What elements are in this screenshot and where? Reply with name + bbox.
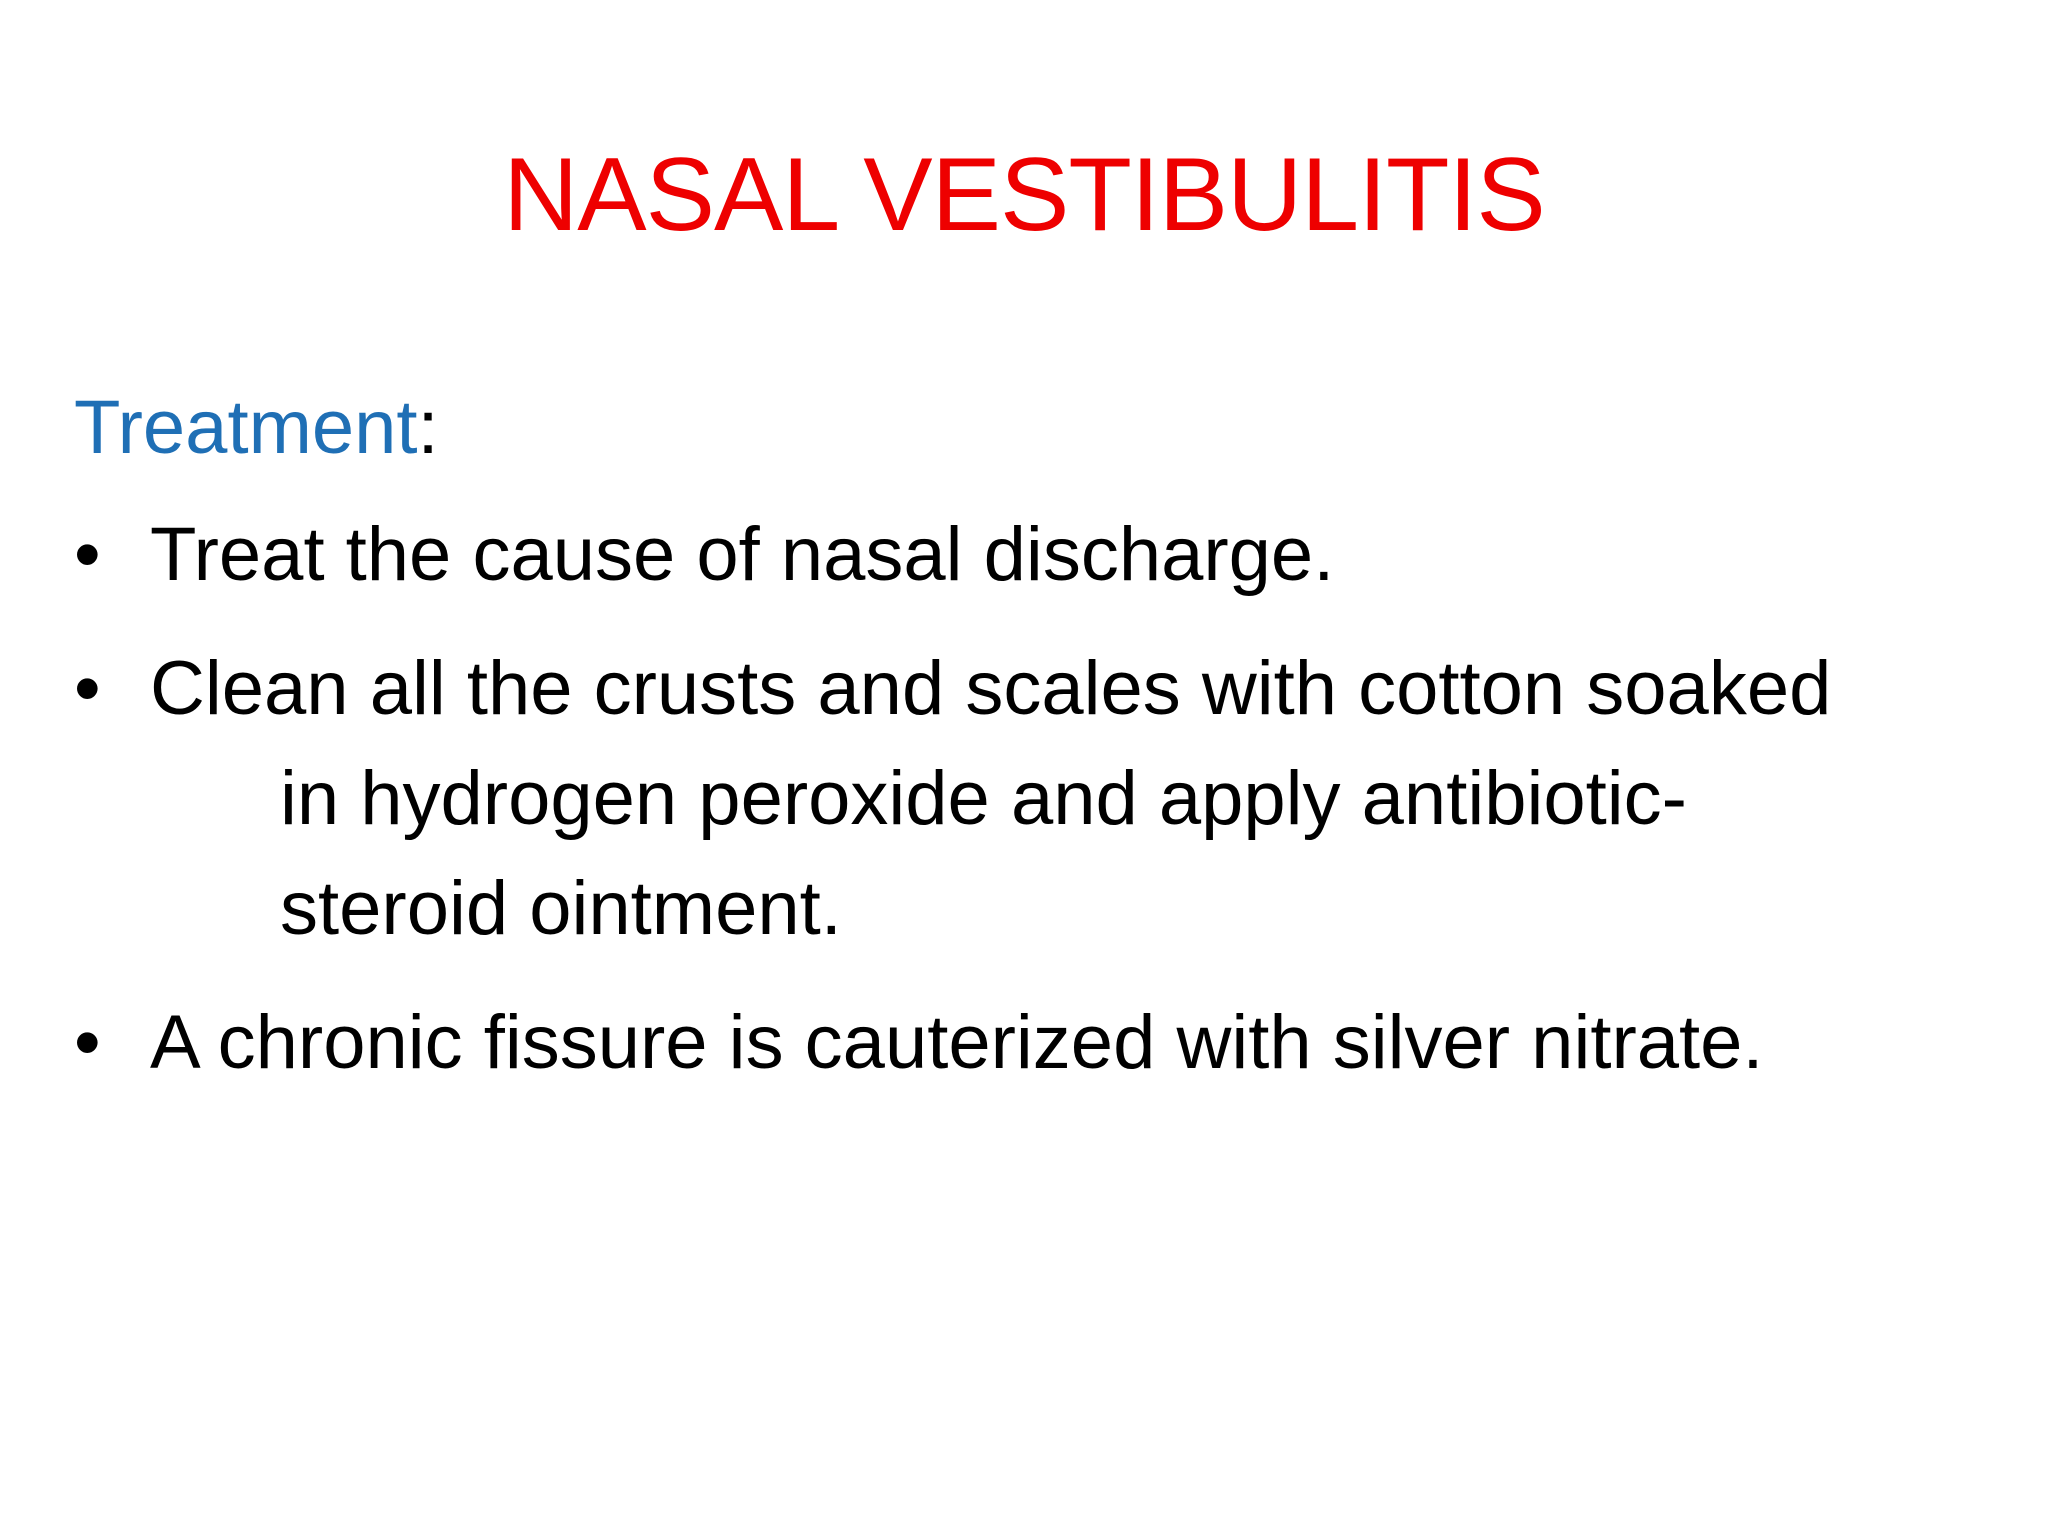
bullet-text: Clean all the crusts and scales with cotton soaked <box>150 646 1832 731</box>
bullet-item <box>74 500 2014 610</box>
bullet-item <box>74 634 2014 964</box>
bullet-dot: • <box>74 512 101 597</box>
bullet-dot: • <box>74 646 101 731</box>
section-label: Treatment <box>74 385 418 470</box>
bullet-item <box>74 988 2014 1098</box>
section-heading <box>74 378 2014 478</box>
slide-title: NASAL VESTIBULITIS <box>503 137 1545 253</box>
bullet-dot: • <box>74 1000 101 1085</box>
bullet-text: A chronic fissure is cauterized with silver nitrate. <box>150 1000 1764 1085</box>
section-colon: : <box>417 385 439 470</box>
bullet-list <box>74 500 2014 1098</box>
bullet-text-continuation: steroid ointment. <box>280 866 842 951</box>
bullet-text: Treat the cause of nasal discharge. <box>150 512 1335 597</box>
bullet-text-continuation: in hydrogen peroxide and apply antibiotic- <box>280 756 1687 841</box>
slide-body <box>74 378 2014 1122</box>
